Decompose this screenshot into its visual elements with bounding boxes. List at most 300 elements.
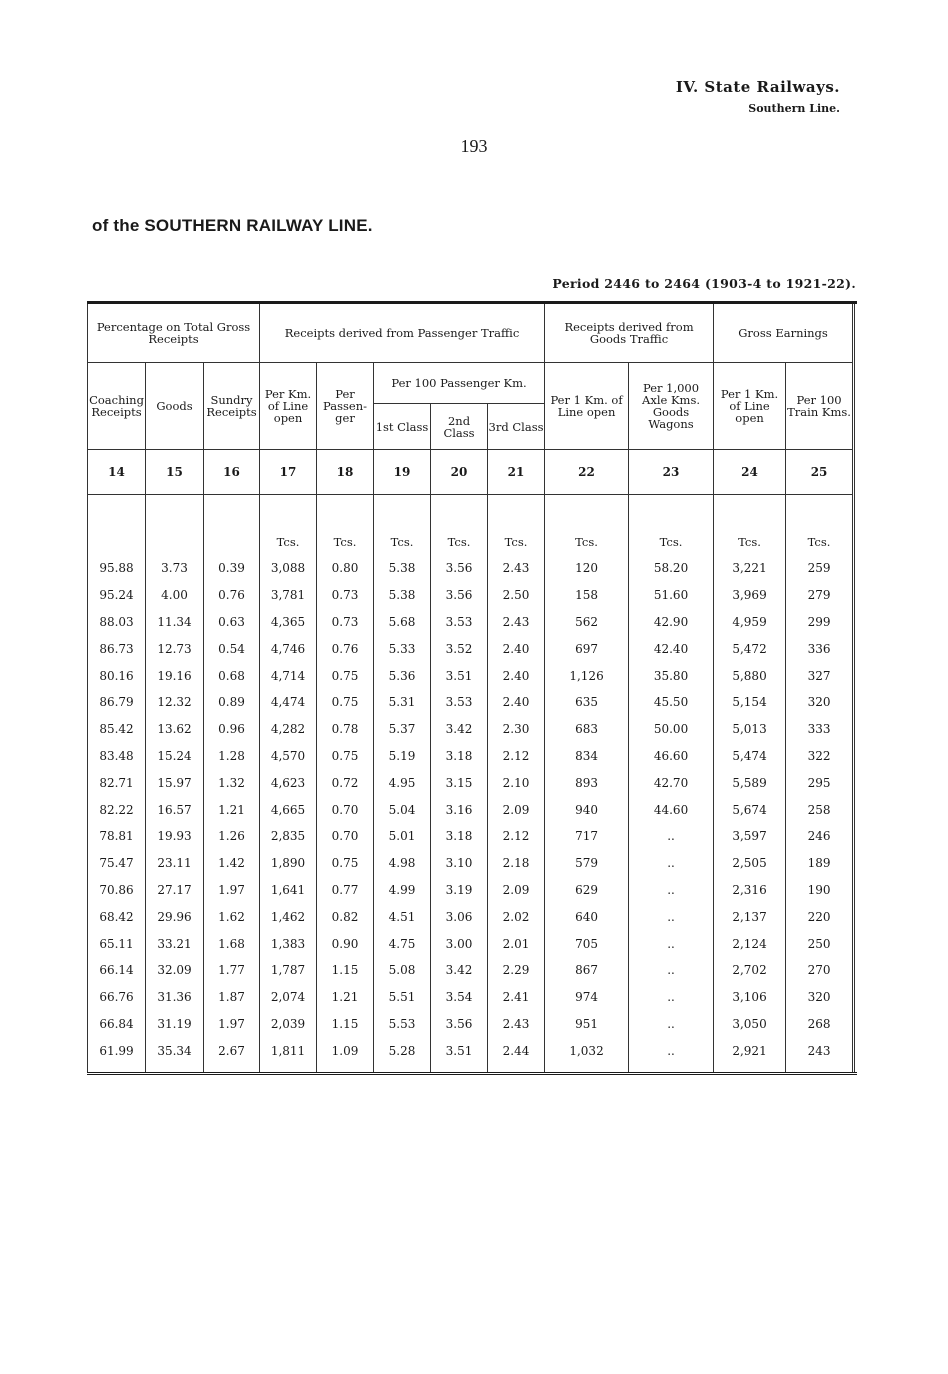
table-cell: 3.10 [431, 850, 488, 877]
table-cell: 4.98 [374, 850, 431, 877]
unit-label: Tcs. [317, 495, 374, 556]
table-cell: 12.73 [146, 635, 204, 662]
table-row [88, 609, 854, 636]
table-cell: 3.00 [431, 930, 488, 957]
table-cell: 120 [545, 555, 629, 582]
table-cell: 4,282 [260, 716, 317, 743]
table-cell: 2.43 [488, 555, 545, 582]
table-cell: 3,221 [714, 555, 786, 582]
table-cell: 1.15 [317, 957, 374, 984]
table-cell: 5.08 [374, 957, 431, 984]
table-cell: 4.00 [146, 582, 204, 609]
table-cell: 66.84 [88, 1011, 146, 1038]
table-cell: 5,013 [714, 716, 786, 743]
header-gross-group: Gross Earnings [714, 304, 854, 363]
table-cell: 23.11 [146, 850, 204, 877]
header-per-1000-axle-kms: Per 1,000 Axle Kms. Goods Wagons [629, 363, 714, 450]
table-cell: 5.37 [374, 716, 431, 743]
table-cell: 2.43 [488, 609, 545, 636]
table-cell: 5,880 [714, 662, 786, 689]
table-cell: 2,316 [714, 877, 786, 904]
table-cell: 4,570 [260, 743, 317, 770]
table-cell: 0.70 [317, 823, 374, 850]
table-cell: 45.50 [629, 689, 714, 716]
unit-label: Tcs. [714, 495, 786, 556]
table-cell: 5,589 [714, 769, 786, 796]
unit-label: Tcs. [545, 495, 629, 556]
table-cell: 27.17 [146, 877, 204, 904]
table-cell: 1,032 [545, 1037, 629, 1072]
table-cell: 3.56 [431, 582, 488, 609]
table-cell: 0.76 [317, 635, 374, 662]
table-cell: 5.68 [374, 609, 431, 636]
table-cell: 5.38 [374, 582, 431, 609]
table-cell: 4,365 [260, 609, 317, 636]
table-cell: 2.01 [488, 930, 545, 957]
header-row-column-numbers [88, 450, 854, 495]
table-cell: 640 [545, 903, 629, 930]
table-cell: 717 [545, 823, 629, 850]
table-cell: 3.73 [146, 555, 204, 582]
table-cell: 2.40 [488, 662, 545, 689]
header-first-class: 1st Class [374, 404, 431, 450]
table-cell: 0.96 [204, 716, 260, 743]
table-cell: 0.70 [317, 796, 374, 823]
table-cell: 0.54 [204, 635, 260, 662]
table-cell: 1,126 [545, 662, 629, 689]
table-cell: 0.63 [204, 609, 260, 636]
table-cell: 35.34 [146, 1037, 204, 1072]
header-sundry-receipts: Sundry Receipts [204, 363, 260, 450]
table-cell: 50.00 [629, 716, 714, 743]
table-cell: 322 [786, 743, 854, 770]
table-cell: 0.90 [317, 930, 374, 957]
table-cell: 974 [545, 984, 629, 1011]
table-cell: 5.04 [374, 796, 431, 823]
table-cell: 2.41 [488, 984, 545, 1011]
table-cell: .. [629, 903, 714, 930]
table-cell: 3.06 [431, 903, 488, 930]
column-number: 19 [374, 450, 431, 495]
table-cell: 5,472 [714, 635, 786, 662]
table-cell: 31.19 [146, 1011, 204, 1038]
header-second-class: 2nd Class [431, 404, 488, 450]
table-cell: .. [629, 823, 714, 850]
header-third-class: 3rd Class [488, 404, 545, 450]
table-cell: 258 [786, 796, 854, 823]
unit-label: Tcs. [629, 495, 714, 556]
table-cell: 5.38 [374, 555, 431, 582]
table-cell: 893 [545, 769, 629, 796]
column-number: 14 [88, 450, 146, 495]
table-cell: 29.96 [146, 903, 204, 930]
table-cell: 579 [545, 850, 629, 877]
table-cell: 51.60 [629, 582, 714, 609]
table-cell: 0.76 [204, 582, 260, 609]
table-cell: 2,835 [260, 823, 317, 850]
table-cell: 4,714 [260, 662, 317, 689]
table-cell: 1,641 [260, 877, 317, 904]
table-cell: 58.20 [629, 555, 714, 582]
unit-label [204, 495, 260, 556]
table-cell: 78.81 [88, 823, 146, 850]
table-cell: 189 [786, 850, 854, 877]
table-cell: 2,505 [714, 850, 786, 877]
table-cell: 3.54 [431, 984, 488, 1011]
table-cell: 259 [786, 555, 854, 582]
table-cell: 42.40 [629, 635, 714, 662]
table-cell: 270 [786, 957, 854, 984]
header-per-passenger: Per Passen- ger [317, 363, 374, 450]
table-cell: 1,383 [260, 930, 317, 957]
table-cell: 80.16 [88, 662, 146, 689]
table-cell: 65.11 [88, 930, 146, 957]
table-cell: 1,462 [260, 903, 317, 930]
table-cell: 2.09 [488, 877, 545, 904]
column-number: 16 [204, 450, 260, 495]
table-cell: 0.78 [317, 716, 374, 743]
column-number: 18 [317, 450, 374, 495]
table-cell: 16.57 [146, 796, 204, 823]
table-cell: 5.53 [374, 1011, 431, 1038]
table-cell: 834 [545, 743, 629, 770]
units-row [88, 495, 854, 556]
table-cell: 1.42 [204, 850, 260, 877]
header-per-100-passenger-km: Per 100 Passenger Km. [374, 363, 545, 404]
table-cell: 2.12 [488, 743, 545, 770]
table-cell: 0.89 [204, 689, 260, 716]
table-cell: 0.77 [317, 877, 374, 904]
table-cell: 635 [545, 689, 629, 716]
table-cell: 327 [786, 662, 854, 689]
table-cell: 3.18 [431, 743, 488, 770]
header-per-100-train-kms: Per 100 Train Kms. [786, 363, 854, 450]
table-cell: 0.72 [317, 769, 374, 796]
table-cell: 2,039 [260, 1011, 317, 1038]
table-cell: 1.21 [204, 796, 260, 823]
table-cell: 2.50 [488, 582, 545, 609]
table-cell: 11.34 [146, 609, 204, 636]
header-row-columns [88, 363, 854, 404]
table-row [88, 1037, 854, 1072]
column-number: 17 [260, 450, 317, 495]
table-cell: 562 [545, 609, 629, 636]
table-cell: .. [629, 957, 714, 984]
table-cell: 2.18 [488, 850, 545, 877]
table-cell: 3.56 [431, 555, 488, 582]
table-cell: 3,088 [260, 555, 317, 582]
table-cell: 3,597 [714, 823, 786, 850]
header-goods-per-1-km: Per 1 Km. of Line open [545, 363, 629, 450]
table-row [88, 662, 854, 689]
table-cell: 19.16 [146, 662, 204, 689]
table-cell: 336 [786, 635, 854, 662]
section-title: of the SOUTHERN RAILWAY LINE. [92, 216, 373, 235]
table-row [88, 850, 854, 877]
table-cell: 279 [786, 582, 854, 609]
table-cell: 95.88 [88, 555, 146, 582]
table-cell: 705 [545, 930, 629, 957]
table-cell: 867 [545, 957, 629, 984]
table-cell: 3.42 [431, 957, 488, 984]
table-cell: 3.53 [431, 689, 488, 716]
table-cell: 2.40 [488, 689, 545, 716]
table-cell: 5.19 [374, 743, 431, 770]
table-cell: 68.42 [88, 903, 146, 930]
header-row-groups [88, 304, 854, 363]
table-cell: 3,106 [714, 984, 786, 1011]
table-cell: 1.77 [204, 957, 260, 984]
table-cell: 4,623 [260, 769, 317, 796]
table-cell: 42.70 [629, 769, 714, 796]
table-cell: 295 [786, 769, 854, 796]
table-cell: 4.51 [374, 903, 431, 930]
table-cell: 697 [545, 635, 629, 662]
column-number: 24 [714, 450, 786, 495]
column-number: 21 [488, 450, 545, 495]
running-head-title: IV. State Railways. [675, 78, 840, 96]
table-cell: 2.12 [488, 823, 545, 850]
table-cell: 0.75 [317, 662, 374, 689]
table-cell: 2,921 [714, 1037, 786, 1072]
table-cell: 2.44 [488, 1037, 545, 1072]
table-cell: 82.22 [88, 796, 146, 823]
table-cell: 31.36 [146, 984, 204, 1011]
header-coaching-receipts: Coaching Receipts [88, 363, 146, 450]
table-cell: 5,474 [714, 743, 786, 770]
table-cell: 1.26 [204, 823, 260, 850]
table-cell: 1.28 [204, 743, 260, 770]
running-head-subtitle: Southern Line. [748, 102, 840, 115]
table-cell: 82.71 [88, 769, 146, 796]
table-cell: 95.24 [88, 582, 146, 609]
table-cell: .. [629, 850, 714, 877]
running-head [676, 78, 840, 115]
table-cell: 3.15 [431, 769, 488, 796]
table-cell: 2,137 [714, 903, 786, 930]
table-cell: 250 [786, 930, 854, 957]
table-cell: 12.32 [146, 689, 204, 716]
unit-label: Tcs. [260, 495, 317, 556]
table-cell: 3,969 [714, 582, 786, 609]
table-cell: 66.14 [88, 957, 146, 984]
table-cell: 1.68 [204, 930, 260, 957]
table-cell: 2.02 [488, 903, 545, 930]
table-cell: 0.39 [204, 555, 260, 582]
table-cell: 4.75 [374, 930, 431, 957]
table-row [88, 930, 854, 957]
table-cell: 0.73 [317, 609, 374, 636]
table-cell: 246 [786, 823, 854, 850]
column-number: 20 [431, 450, 488, 495]
table-cell: 2,702 [714, 957, 786, 984]
table-row [88, 689, 854, 716]
table-cell: 15.97 [146, 769, 204, 796]
table-cell: 2.43 [488, 1011, 545, 1038]
table-cell: 4,959 [714, 609, 786, 636]
unit-label [146, 495, 204, 556]
table-cell: 0.75 [317, 850, 374, 877]
unit-label: Tcs. [374, 495, 431, 556]
table-cell: 1,787 [260, 957, 317, 984]
table-row [88, 903, 854, 930]
table-cell: 4.95 [374, 769, 431, 796]
table-cell: 3,050 [714, 1011, 786, 1038]
table-cell: 3.51 [431, 662, 488, 689]
table-cell: 1.21 [317, 984, 374, 1011]
table-cell: 220 [786, 903, 854, 930]
table-cell: .. [629, 984, 714, 1011]
table-cell: 1.62 [204, 903, 260, 930]
table-cell: 2.40 [488, 635, 545, 662]
column-number: 25 [786, 450, 854, 495]
table-cell: 13.62 [146, 716, 204, 743]
table-cell: 1.97 [204, 1011, 260, 1038]
table-row [88, 1011, 854, 1038]
table-cell: 5.01 [374, 823, 431, 850]
table-cell: 3.42 [431, 716, 488, 743]
header-per-km-line-open: Per Km. of Line open [260, 363, 317, 450]
table-cell: 44.60 [629, 796, 714, 823]
table-cell: .. [629, 930, 714, 957]
table-cell: 88.03 [88, 609, 146, 636]
table-cell: 70.86 [88, 877, 146, 904]
table-cell: 333 [786, 716, 854, 743]
unit-label: Tcs. [786, 495, 854, 556]
table-cell: 940 [545, 796, 629, 823]
table-cell: 951 [545, 1011, 629, 1038]
table-cell: 3.16 [431, 796, 488, 823]
table-cell: 4.99 [374, 877, 431, 904]
table-row [88, 743, 854, 770]
unit-label: Tcs. [488, 495, 545, 556]
table-cell: 3.56 [431, 1011, 488, 1038]
table-cell: 5.31 [374, 689, 431, 716]
table-cell: 4,746 [260, 635, 317, 662]
table-cell: 2,124 [714, 930, 786, 957]
table-cell: .. [629, 877, 714, 904]
table-cell: 75.47 [88, 850, 146, 877]
table-cell: 85.42 [88, 716, 146, 743]
table-cell: 46.60 [629, 743, 714, 770]
table-cell: 83.48 [88, 743, 146, 770]
table-cell: 15.24 [146, 743, 204, 770]
table-cell: 1,890 [260, 850, 317, 877]
table-cell: 5.51 [374, 984, 431, 1011]
table-cell: 243 [786, 1037, 854, 1072]
table-cell: 4,474 [260, 689, 317, 716]
table-cell: 5,154 [714, 689, 786, 716]
table-cell: 32.09 [146, 957, 204, 984]
header-goods-group: Receipts derived from Goods Traffic [545, 304, 714, 363]
table-cell: 320 [786, 689, 854, 716]
table-cell: 2.10 [488, 769, 545, 796]
unit-label: Tcs. [431, 495, 488, 556]
header-goods: Goods [146, 363, 204, 450]
table-cell: 1.09 [317, 1037, 374, 1072]
table-cell: 61.99 [88, 1037, 146, 1072]
table-cell: 86.79 [88, 689, 146, 716]
table-cell: 0.73 [317, 582, 374, 609]
table-cell: 1.15 [317, 1011, 374, 1038]
table-cell: 320 [786, 984, 854, 1011]
table-cell: 5,674 [714, 796, 786, 823]
table-cell: 1.87 [204, 984, 260, 1011]
table-row [88, 716, 854, 743]
table-cell: 35.80 [629, 662, 714, 689]
table-cell: 2.30 [488, 716, 545, 743]
header-percentage-group: Percentage on Total Gross Receipts [88, 304, 260, 363]
table-cell: 2.29 [488, 957, 545, 984]
table-cell: 5.28 [374, 1037, 431, 1072]
table-cell: 299 [786, 609, 854, 636]
period-label: Period 2446 to 2464 (1903-4 to 1921-22). [552, 276, 856, 291]
table-cell: 3.51 [431, 1037, 488, 1072]
table-cell: 0.82 [317, 903, 374, 930]
table-cell: 1.32 [204, 769, 260, 796]
table-cell: 2.09 [488, 796, 545, 823]
table-cell: 0.75 [317, 743, 374, 770]
table-row [88, 957, 854, 984]
statistics-table-frame [87, 301, 857, 1075]
table-row [88, 984, 854, 1011]
table-cell: 629 [545, 877, 629, 904]
table-cell: 683 [545, 716, 629, 743]
table-cell: 1,811 [260, 1037, 317, 1072]
table-cell: 5.36 [374, 662, 431, 689]
header-passenger-group: Receipts derived from Passenger Traffic [260, 304, 545, 363]
table-cell: 158 [545, 582, 629, 609]
page-number: 193 [460, 136, 488, 156]
table-cell: 0.75 [317, 689, 374, 716]
table-cell: 33.21 [146, 930, 204, 957]
table-cell: 3,781 [260, 582, 317, 609]
table-row [88, 877, 854, 904]
table-cell: 1.97 [204, 877, 260, 904]
column-number: 15 [146, 450, 204, 495]
table-cell: 3.19 [431, 877, 488, 904]
table-cell: 19.93 [146, 823, 204, 850]
table-cell: 2.67 [204, 1037, 260, 1072]
column-number: 22 [545, 450, 629, 495]
table-row [88, 769, 854, 796]
column-number: 23 [629, 450, 714, 495]
table-cell: 3.53 [431, 609, 488, 636]
table-cell: 86.73 [88, 635, 146, 662]
table-cell: .. [629, 1011, 714, 1038]
table-cell: .. [629, 1037, 714, 1072]
table-row [88, 635, 854, 662]
table-cell: 42.90 [629, 609, 714, 636]
table-cell: 0.80 [317, 555, 374, 582]
statistics-table [87, 304, 855, 1072]
table-cell: 3.18 [431, 823, 488, 850]
table-row [88, 796, 854, 823]
table-row [88, 582, 854, 609]
table-cell: 5.33 [374, 635, 431, 662]
table-cell: 268 [786, 1011, 854, 1038]
table-row [88, 823, 854, 850]
unit-label [88, 495, 146, 556]
table-body [88, 495, 854, 1073]
table-cell: 4,665 [260, 796, 317, 823]
table-cell: 3.52 [431, 635, 488, 662]
header-gross-per-1-km: Per 1 Km. of Line open [714, 363, 786, 450]
table-cell: 190 [786, 877, 854, 904]
table-row [88, 555, 854, 582]
table-cell: 2,074 [260, 984, 317, 1011]
table-cell: 66.76 [88, 984, 146, 1011]
